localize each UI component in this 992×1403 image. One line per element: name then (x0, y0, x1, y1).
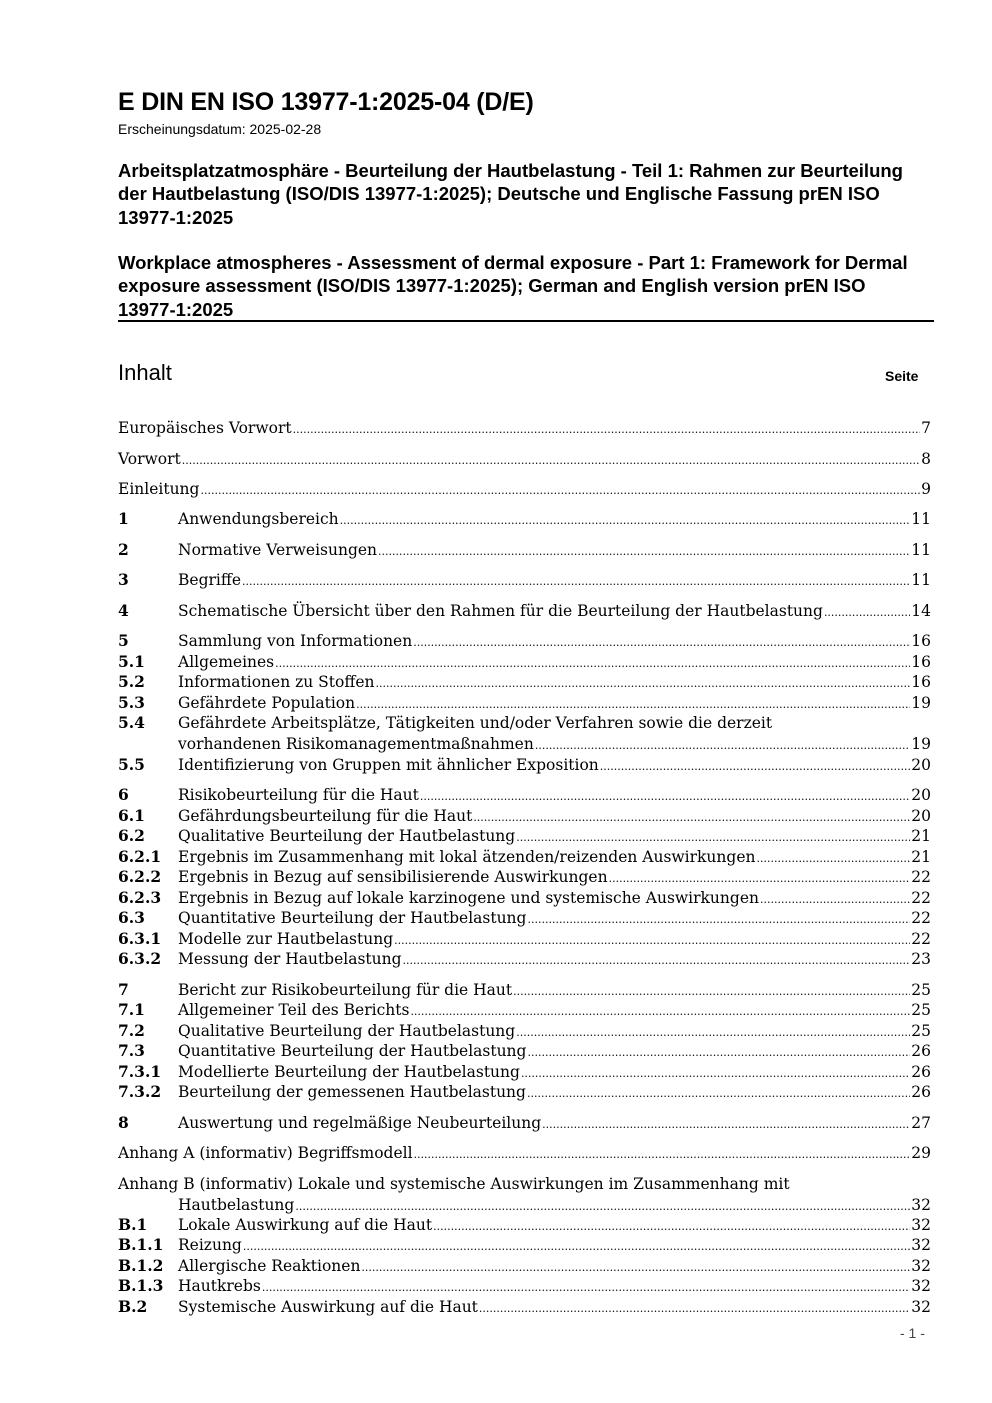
toc-entry-page: 22 (911, 909, 931, 927)
toc-entry-number: 7.3 (118, 1041, 145, 1060)
toc-leader-dots (527, 1043, 910, 1064)
toc-entry-page: 21 (911, 848, 931, 866)
toc-entry-title: Allergische Reaktionen (178, 1257, 361, 1275)
toc-entry-page: 9 (921, 480, 931, 498)
toc-entry-title: Ergebnis im Zusammenhang mit lokal ätzenden/reizenden Auswirkungen (178, 848, 756, 866)
toc-entry-number: 5.2 (118, 672, 145, 691)
toc-entry[interactable] (118, 1174, 931, 1217)
toc-leader-dots (535, 736, 910, 757)
toc-entry-page: 32 (911, 1277, 931, 1295)
toc-entry-page: 7 (921, 419, 931, 437)
toc-entry-number: 6.2.1 (118, 847, 162, 866)
toc-entry-number: 3 (118, 570, 129, 589)
toc-entry-title: Informationen zu Stoffen (178, 673, 375, 691)
toc-entry-page: 25 (911, 1022, 931, 1040)
toc-entry[interactable] (118, 672, 931, 695)
toc-entry-page: 27 (911, 1114, 931, 1132)
toc-entry-title-line2: vorhandenen Risikomanagementmaßnahmen (178, 734, 534, 753)
toc-entry-number: 7.2 (118, 1021, 145, 1040)
publication-date: Erscheinungsdatum: 2025-02-28 (118, 121, 322, 137)
toc-entry-number: 5.1 (118, 652, 145, 671)
toc-page-label: Seite (885, 368, 919, 384)
toc-entry-title: Reizung (178, 1236, 242, 1254)
toc-entry-title: Quantitative Beurteilung der Hautbelastung (178, 1042, 527, 1060)
toc-entry-page: 26 (911, 1083, 931, 1101)
toc-leader-dots (378, 542, 910, 563)
toc-entry[interactable] (118, 1000, 931, 1023)
toc-entry-title: Anwendungsbereich (178, 510, 339, 528)
toc-leader-dots (376, 674, 911, 695)
toc-entry-number: 5.3 (118, 693, 145, 712)
toc-leader-dots (527, 910, 910, 931)
toc-leader-dots (243, 1237, 910, 1258)
toc-leader-dots (340, 511, 911, 532)
page-number: - 1 - (900, 1325, 925, 1341)
toc-entry-page: 16 (911, 653, 931, 671)
toc-entry-number: B.1 (118, 1215, 148, 1234)
toc-leader-dots (420, 787, 910, 808)
toc-entry[interactable] (118, 418, 931, 441)
toc-entry-page: 32 (911, 1195, 931, 1214)
toc-entry-title: Systemische Auswirkung auf die Haut (178, 1298, 478, 1316)
toc-entry-number: B.1.2 (118, 1256, 164, 1275)
toc-entry-page: 25 (911, 981, 931, 999)
toc-entry-page: 22 (911, 930, 931, 948)
toc-entry-title: Bericht zur Risikobeurteilung für die Haut (178, 981, 513, 999)
toc-entry-page: 19 (911, 734, 931, 753)
toc-entry-number: 6 (118, 785, 129, 804)
toc-entry-title: Einleitung (118, 480, 200, 498)
toc-leader-dots (414, 1145, 911, 1166)
toc-entry-page: 32 (911, 1236, 931, 1254)
toc-entry-title: Begriffe (178, 571, 242, 589)
toc-entry[interactable] (118, 570, 931, 593)
toc-entry[interactable] (118, 540, 931, 563)
toc-entry-page: 8 (921, 450, 931, 468)
toc-entry-title: Anhang A (informativ) Begriffsmodell (118, 1144, 413, 1162)
toc-entry-page: 26 (911, 1042, 931, 1060)
toc-entry-number: 4 (118, 601, 129, 620)
toc-entry-number: 7.1 (118, 1000, 145, 1019)
toc-entry-title-line1: Gefährdete Arbeitsplätze, Tätigkeiten und/oder Verfahren sowie die derzeit (178, 714, 773, 732)
toc-entry[interactable] (118, 908, 931, 931)
toc-entry[interactable] (118, 785, 931, 808)
toc-leader-dots (293, 420, 921, 441)
toc-leader-dots (410, 1002, 910, 1023)
toc-entry-number: 6.2.2 (118, 867, 162, 886)
toc-entry-title: Vorwort (118, 450, 181, 468)
toc-entry-title: Allgemeines (178, 653, 275, 671)
toc-leader-dots (182, 451, 920, 472)
toc-entry-title: Messung der Hautbelastung (178, 950, 402, 968)
toc-entry-page: 22 (911, 889, 931, 907)
toc-leader-dots (200, 481, 920, 502)
toc-heading: Inhalt (118, 360, 172, 385)
toc-entry-title: Modellierte Beurteilung der Hautbelastung (178, 1063, 520, 1081)
toc-entry[interactable] (118, 1041, 931, 1064)
toc-leader-dots (516, 828, 910, 849)
toc-entry-page: 20 (911, 807, 931, 825)
toc-entry-title-line2: Hautbelastung (178, 1195, 295, 1214)
toc-entry-number: B.1.3 (118, 1276, 164, 1295)
toc-entry-page: 11 (911, 541, 931, 559)
toc-entry-number: 6.2 (118, 826, 145, 845)
toc-entry-number: 8 (118, 1113, 129, 1132)
toc-entry[interactable] (118, 1297, 931, 1320)
toc-entry[interactable] (118, 1235, 931, 1258)
toc-leader-dots (824, 603, 910, 624)
toc-entry-number: 2 (118, 540, 129, 559)
toc-entry-page: 19 (911, 694, 931, 712)
toc-entry[interactable] (118, 755, 931, 778)
toc-entry-page: 32 (911, 1216, 931, 1234)
toc-entry-page: 26 (911, 1063, 931, 1081)
toc-entry-page: 20 (911, 756, 931, 774)
toc-entry[interactable] (118, 867, 931, 890)
toc-entry-title: Gefährdungsbeurteilung für die Haut (178, 807, 473, 825)
toc-entry-title: Sammlung von Informationen (178, 632, 413, 650)
toc-entry-page: 16 (911, 673, 931, 691)
toc-entry-title: Qualitative Beurteilung der Hautbelastung (178, 1022, 516, 1040)
toc-entry-page: 22 (911, 868, 931, 886)
toc-entry-page: 32 (911, 1257, 931, 1275)
toc-entry-title-line1: Anhang B (informativ) Lokale und systemische Auswirkungen im Zusammenhang mit (118, 1175, 790, 1193)
toc-entry-title: Qualitative Beurteilung der Hautbelastung (178, 827, 516, 845)
toc-entry-title: Quantitative Beurteilung der Hautbelastung (178, 909, 527, 927)
toc-entry-title: Auswertung und regelmäßige Neubeurteilung (178, 1114, 542, 1132)
header-divider (118, 320, 934, 322)
toc-entry[interactable] (118, 509, 931, 532)
toc-entry-page: 11 (911, 571, 931, 589)
toc-leader-dots (600, 757, 910, 778)
toc-entry[interactable] (118, 601, 931, 624)
toc-entry-number: 5 (118, 631, 129, 650)
toc-entry-title: Identifizierung von Gruppen mit ähnlicher Exposition (178, 756, 599, 774)
toc-leader-dots (403, 951, 911, 972)
toc-entry[interactable] (118, 713, 931, 756)
toc-entry-page: 29 (911, 1144, 931, 1162)
toc-entry[interactable] (118, 631, 931, 654)
document-code: E DIN EN ISO 13977-1:2025-04 (D/E) (118, 88, 534, 116)
toc-entry-title: Modelle zur Hautbelastung (178, 930, 394, 948)
toc-leader-dots (542, 1115, 910, 1136)
toc-entry-number: B.2 (118, 1297, 148, 1316)
toc-leader-dots (609, 869, 911, 890)
toc-entry-title: Europäisches Vorwort (118, 419, 292, 437)
toc-entry-title: Normative Verweisungen (178, 541, 378, 559)
toc-entry-number: 1 (118, 509, 129, 528)
toc-entry-title: Ergebnis in Bezug auf lokale karzinogene und systemische Auswirkungen (178, 889, 759, 907)
toc-entry-title: Hautkrebs (178, 1277, 261, 1295)
toc-entry-number: 7.3.1 (118, 1062, 162, 1081)
toc-entry[interactable] (118, 479, 931, 502)
toc-entry-page: 20 (911, 786, 931, 804)
toc-entry-page: 23 (911, 950, 931, 968)
toc-leader-dots (242, 572, 910, 593)
toc-entry-page: 25 (911, 1001, 931, 1019)
toc-entry-title: Lokale Auswirkung auf die Haut (178, 1216, 433, 1234)
toc-entry-page: 32 (911, 1298, 931, 1316)
toc-entry-number: 5.5 (118, 755, 145, 774)
toc-leader-dots (262, 1278, 910, 1299)
toc-entry-title: Gefährdete Population (178, 694, 356, 712)
toc-entry-number: 7 (118, 980, 129, 999)
toc-entry[interactable] (118, 949, 931, 972)
toc-entry[interactable] (118, 1082, 931, 1105)
toc-leader-dots (527, 1084, 910, 1105)
toc-entry-title: Beurteilung der gemessenen Hautbelastung (178, 1083, 526, 1101)
toc-entry[interactable] (118, 1113, 931, 1136)
title-english: Workplace atmospheres - Assessment of dermal exposure - Part 1: Framework for Dermal exposure assessment (ISO/DIS 13977-1:2025); German and English version prEN ISO 13977-1:2025 (118, 252, 908, 320)
toc-entry-page: 11 (911, 510, 931, 528)
toc-entry-page: 16 (911, 632, 931, 650)
toc-entry-number: B.1.1 (118, 1235, 164, 1254)
toc-entry[interactable] (118, 826, 931, 849)
toc-entry-number: 6.1 (118, 806, 145, 825)
toc-entry-page: 14 (911, 602, 931, 620)
toc-entry-title: Schematische Übersicht über den Rahmen für die Beurteilung der Hautbelastung (178, 602, 823, 620)
toc-entry[interactable] (118, 1276, 931, 1299)
toc-entry-number: 6.3.1 (118, 929, 162, 948)
toc-entry-title: Ergebnis in Bezug auf sensibilisierende Auswirkungen (178, 868, 608, 886)
toc-entry-number: 7.3.2 (118, 1082, 162, 1101)
toc-entry[interactable] (118, 449, 931, 472)
toc-entry-number: 6.3 (118, 908, 145, 927)
toc-leader-dots (479, 1299, 910, 1320)
toc-entry-page: 21 (911, 827, 931, 845)
toc-leader-dots (413, 633, 910, 654)
toc-entry-title: Risikobeurteilung für die Haut (178, 786, 419, 804)
toc-entry-number: 6.2.3 (118, 888, 162, 907)
toc-entry[interactable] (118, 1143, 931, 1166)
title-german: Arbeitsplatzatmosphäre - Beurteilung der Hautbelastung - Teil 1: Rahmen zur Beurteilung der Hautbelastung (ISO/DIS 13977-1:2025); Deutsche und Englische Fassung prEN ISO 13977-1:2025 (118, 160, 903, 228)
toc-entry-title: Allgemeiner Teil des Berichts (178, 1001, 410, 1019)
toc-entry-number: 6.3.2 (118, 949, 162, 968)
toc-entry-number: 5.4 (118, 713, 145, 732)
